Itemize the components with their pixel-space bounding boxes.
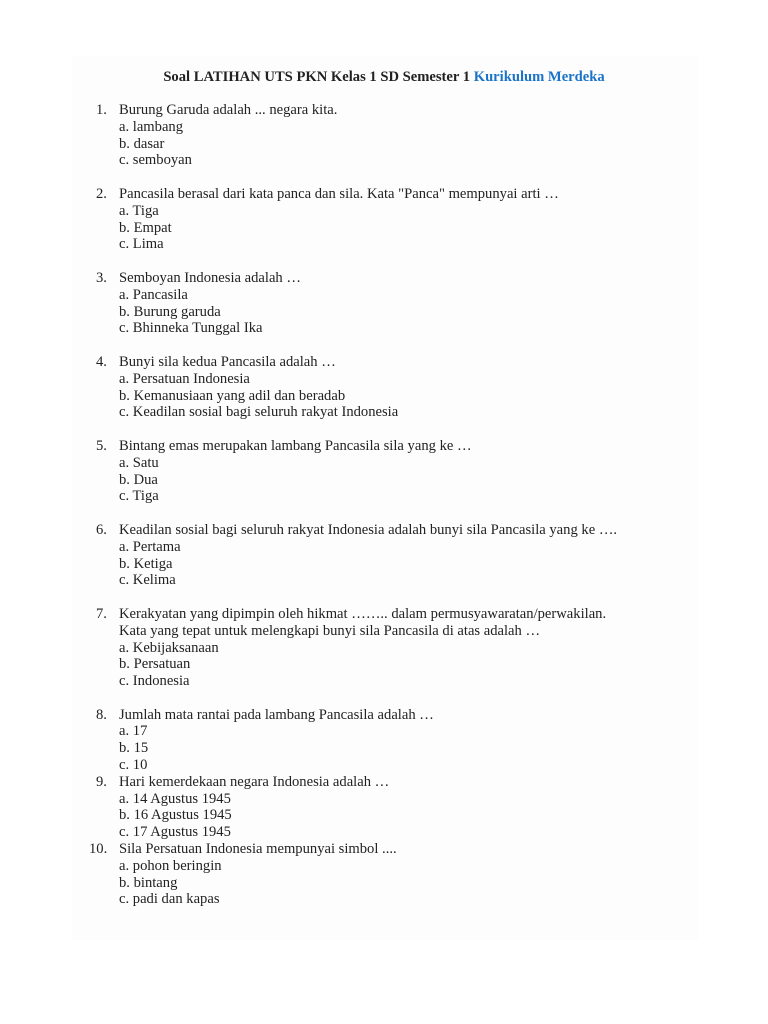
answer-option: c. padi dan kapas	[119, 891, 220, 908]
answer-option: a. 17	[119, 723, 148, 740]
question-text: Kerakyatan yang dipimpin oleh hikmat …….. dalam permusyawaratan/perwakilan.	[119, 605, 607, 622]
answer-option: c. 17 Agustus 1945	[119, 824, 231, 841]
answer-option: b. Persatuan	[119, 656, 191, 673]
answer-option: c. Keadilan sosial bagi seluruh rakyat Indonesia	[119, 404, 399, 421]
question-text: Kata yang tepat untuk melengkapi bunyi sila Pancasila di atas adalah …	[119, 622, 541, 639]
answer-option: b. Burung garuda	[119, 303, 221, 320]
title-link[interactable]: Kurikulum Merdeka	[473, 69, 605, 85]
document-title	[0, 67, 768, 87]
answer-option: c. Bhinneka Tunggal Ika	[119, 320, 263, 337]
question-item	[92, 606, 692, 690]
question-number: 1.	[96, 102, 107, 118]
answer-option: b. 16 Agustus 1945	[119, 807, 232, 824]
question-text: Keadilan sosial bagi seluruh rakyat Indonesia adalah bunyi sila Pancasila yang ke ….	[119, 521, 618, 538]
question-number: 5.	[96, 437, 107, 454]
question-text: Pancasila berasal dari kata panca dan sila. Kata "Panca" mempunyai arti …	[119, 185, 559, 202]
question-list	[89, 102, 692, 908]
question-number: 2.	[96, 185, 107, 202]
question-text: Jumlah mata rantai pada lambang Pancasila adalah …	[119, 706, 434, 723]
question-item	[92, 522, 692, 589]
question-item	[92, 774, 692, 841]
answer-option: a. Kebijaksanaan	[119, 639, 219, 656]
answer-option: a. 14 Agustus 1945	[119, 790, 231, 807]
question-number: 6.	[96, 521, 107, 538]
question-text: Semboyan Indonesia adalah …	[119, 269, 301, 286]
question-text: Bunyi sila kedua Pancasila adalah …	[119, 353, 336, 370]
question-item	[92, 438, 692, 505]
answer-option: a. Persatuan Indonesia	[119, 370, 250, 387]
question-text: Sila Persatuan Indonesia mempunyai simbol ....	[119, 841, 397, 858]
answer-option: b. Ketiga	[119, 555, 173, 572]
answer-option: a. Satu	[119, 454, 159, 471]
question-item	[89, 841, 692, 908]
answer-option: c. Lima	[119, 236, 164, 253]
question-text: Hari kemerdekaan negara Indonesia adalah …	[119, 773, 390, 790]
answer-option: c. Kelima	[119, 572, 176, 589]
answer-option: a. Tiga	[119, 202, 159, 219]
answer-option: c. Tiga	[119, 488, 159, 505]
question-number: 8.	[96, 706, 107, 723]
question-number: 3.	[96, 269, 107, 286]
question-item	[92, 707, 692, 774]
answer-option: b. dasar	[119, 135, 165, 152]
answer-option: b. Empat	[119, 219, 172, 236]
answer-option: b. 15	[119, 740, 149, 757]
question-text: Bintang emas merupakan lambang Pancasila sila yang ke …	[119, 437, 472, 454]
question-number: 7.	[96, 605, 107, 622]
answer-option: b. Kemanusiaan yang adil dan beradab	[119, 387, 346, 404]
answer-option: b. bintang	[119, 874, 178, 891]
question-item	[92, 270, 692, 337]
question-item	[92, 102, 692, 169]
answer-option: a. pohon beringin	[119, 857, 222, 874]
answer-option: c. Indonesia	[119, 673, 190, 690]
question-item	[92, 186, 692, 253]
answer-option: c. 10	[119, 757, 148, 774]
question-item	[92, 354, 692, 421]
question-number: 10.	[89, 841, 108, 858]
title-main: Soal LATIHAN UTS PKN Kelas 1 SD Semester 1	[163, 69, 471, 85]
answer-option: a. Pancasila	[119, 286, 188, 303]
question-number: 9.	[96, 773, 107, 790]
answer-option: a. Pertama	[119, 538, 181, 555]
answer-option: c. semboyan	[119, 152, 192, 169]
question-text: Burung Garuda adalah ... negara kita.	[119, 102, 338, 118]
answer-option: b. Dua	[119, 471, 158, 488]
question-number: 4.	[96, 353, 107, 370]
answer-option: a. lambang	[119, 118, 184, 135]
